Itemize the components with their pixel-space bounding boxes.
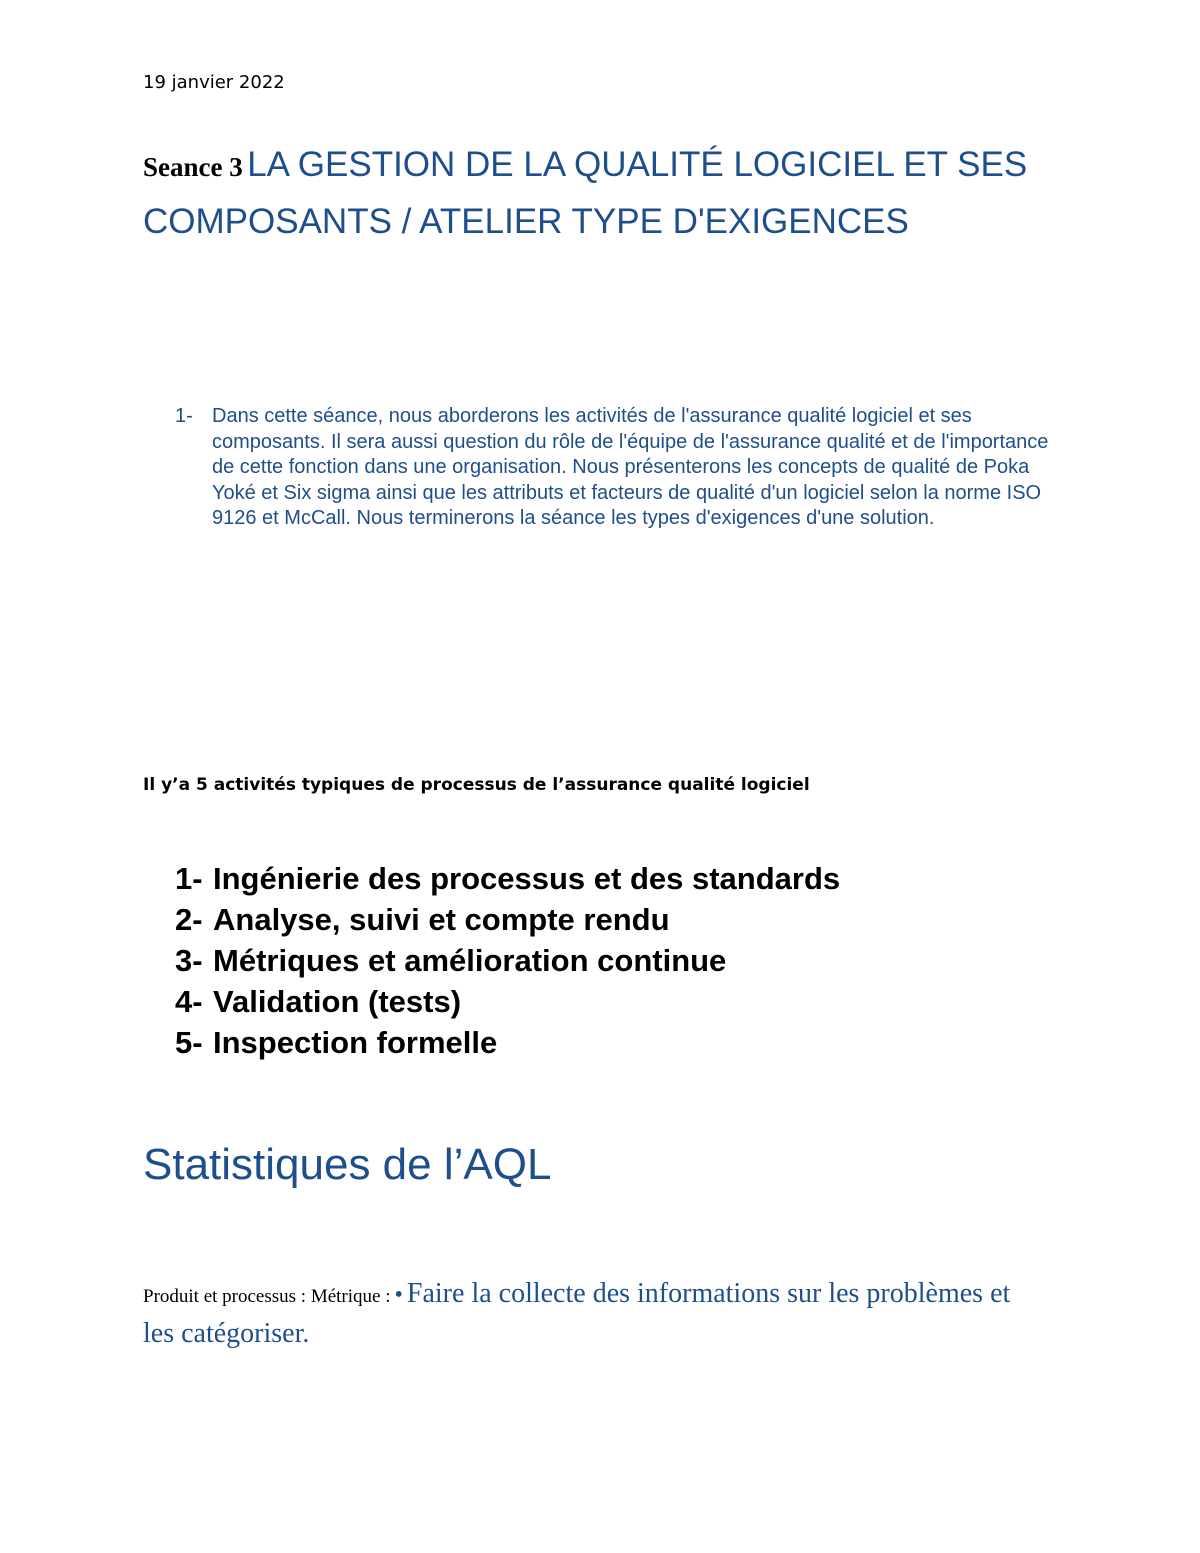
metric-text: Faire la collecte des informations sur les problèmes et les catégoriser. bbox=[143, 1278, 1011, 1349]
activity-item bbox=[175, 858, 1075, 899]
activity-number: 2- bbox=[175, 902, 203, 937]
activity-item bbox=[175, 1022, 1075, 1063]
activity-item bbox=[175, 899, 1075, 940]
intro-number: 1- bbox=[175, 405, 193, 427]
activity-label: Inspection formelle bbox=[213, 1025, 498, 1060]
activity-item bbox=[175, 940, 1075, 981]
activity-number: 1- bbox=[175, 861, 203, 896]
activity-label: Analyse, suivi et compte rendu bbox=[213, 902, 670, 937]
title-main: LA GESTION DE LA QUALITÉ LOGICIEL ET SES COMPOSANTS / ATELIER TYPE D'EXIGENCES bbox=[143, 145, 1028, 241]
metric-paragraph bbox=[143, 1276, 1023, 1356]
activities-heading: Il y’a 5 activités typiques de processus de l’assurance qualité logiciel bbox=[143, 775, 810, 795]
activity-item bbox=[175, 981, 1075, 1022]
metric-label: Produit et processus : Métrique : bbox=[143, 1286, 391, 1307]
section-heading: Statistiques de l’AQL bbox=[143, 1140, 552, 1189]
activity-label: Validation (tests) bbox=[213, 984, 462, 1019]
activity-label: Ingénierie des processus et des standards bbox=[213, 861, 841, 896]
bullet-icon: • bbox=[394, 1282, 403, 1308]
activity-number: 4- bbox=[175, 984, 203, 1019]
document-date: 19 janvier 2022 bbox=[143, 72, 285, 93]
activities-list bbox=[175, 858, 1075, 1063]
title-prefix: Seance 3 bbox=[143, 152, 243, 182]
activity-label: Métriques et amélioration continue bbox=[213, 943, 727, 978]
activity-number: 5- bbox=[175, 1025, 203, 1060]
document-title bbox=[143, 140, 1063, 254]
activity-number: 3- bbox=[175, 943, 203, 978]
intro-paragraph: Dans cette séance, nous aborderons les activités de l'assurance qualité logiciel et ses composants. Il sera aussi question du rôle de l'équipe de l'assurance qualité et de l'importance de cette fonction dans une organisation. Nous présenterons les concepts de qualité de Poka Yoké et Six sigma ainsi que les attributs et facteurs de qualité d'un logiciel selon la norme ISO 9126 et McCall. Nous terminerons la séance les types d'exigences d'une solution. bbox=[212, 405, 1049, 530]
